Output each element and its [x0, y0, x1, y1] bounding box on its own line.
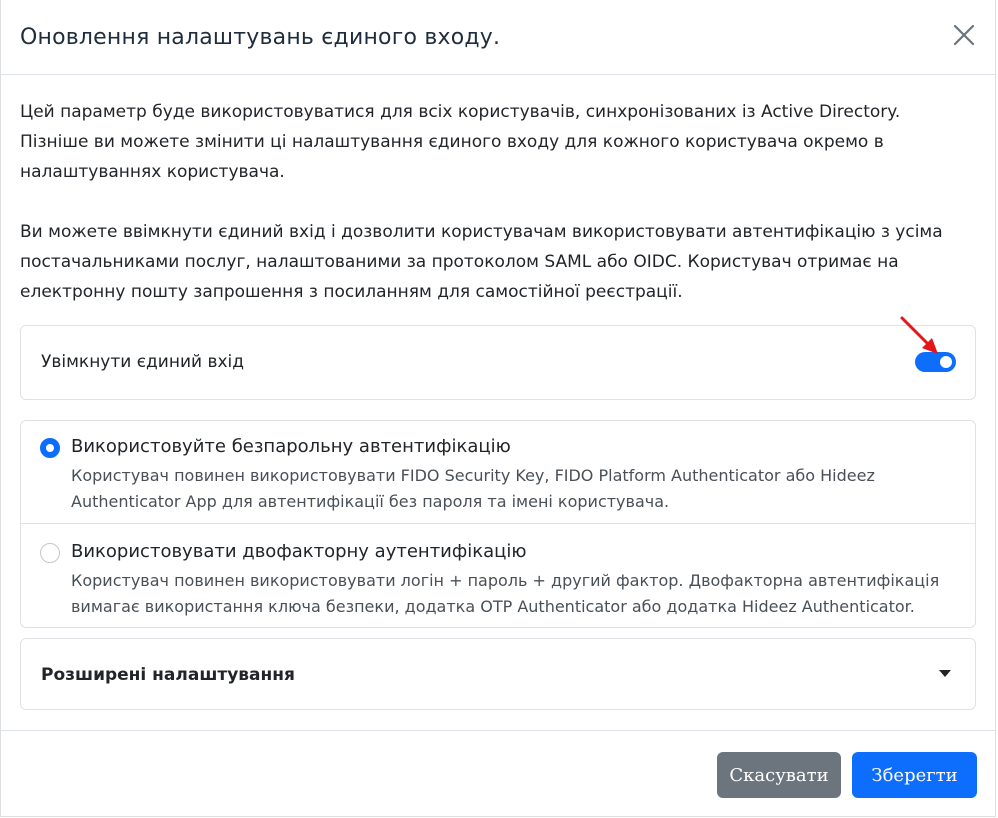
- option-description: Користувач повинен використовувати FIDO Security Key, FIDO Platform Authenticator або Hideez Authenticator App для автентифікації без пароля та імені користувача.: [71, 466, 875, 511]
- sso-toggle-label: Увімкнути єдиний вхід: [41, 352, 245, 372]
- caret-down-icon: [939, 670, 951, 677]
- radio-passwordless[interactable]: [40, 438, 60, 458]
- description-paragraph-1: Цей параметр буде використовуватися для всіх користувачів, синхронізованих із Active Directory. Пізніше ви можете змінити ці налаштування єдиного входу для кожного користувача окремо в налаштуваннях користувача.: [20, 102, 901, 182]
- dialog-header: [1, 0, 995, 75]
- auth-option-two-factor[interactable]: [21, 524, 975, 627]
- auth-method-group: [20, 420, 976, 628]
- option-description: Користувач повинен використовувати логін + пароль + другий фактор. Двофакторна автентифікація вимагає використання ключа безпеки, додатка OTP Authenticator або додатка Hideez Authenticator.: [71, 571, 940, 616]
- option-title: Використовуйте безпарольну автентифікацію: [71, 436, 511, 457]
- cancel-button[interactable]: Скасувати: [717, 752, 841, 798]
- annotation-arrow-icon: [894, 312, 944, 357]
- save-button[interactable]: Зберегти: [852, 752, 977, 798]
- description-paragraph-2: Ви можете ввімкнути єдиний вхід і дозволити користувачам використовувати автентифікацію з усіма постачальниками послуг, налаштованими за протоколом SAML або OIDC. Користувач отримає на електронну пошту запрошення з посиланням для самостійної реєстрації.: [20, 222, 943, 302]
- sso-toggle-card: [20, 325, 976, 400]
- advanced-settings-accordion[interactable]: [20, 638, 976, 710]
- dialog-title: Оновлення налаштувань єдиного входу.: [20, 25, 501, 50]
- advanced-settings-label: Розширені налаштування: [41, 665, 295, 685]
- auth-option-passwordless[interactable]: [21, 421, 975, 524]
- toggle-knob: [940, 356, 952, 368]
- dialog-footer: [1, 730, 995, 817]
- option-title: Використовувати двофакторну аутентифікацію: [71, 541, 527, 562]
- radio-two-factor[interactable]: [40, 543, 60, 563]
- close-icon[interactable]: [951, 22, 977, 48]
